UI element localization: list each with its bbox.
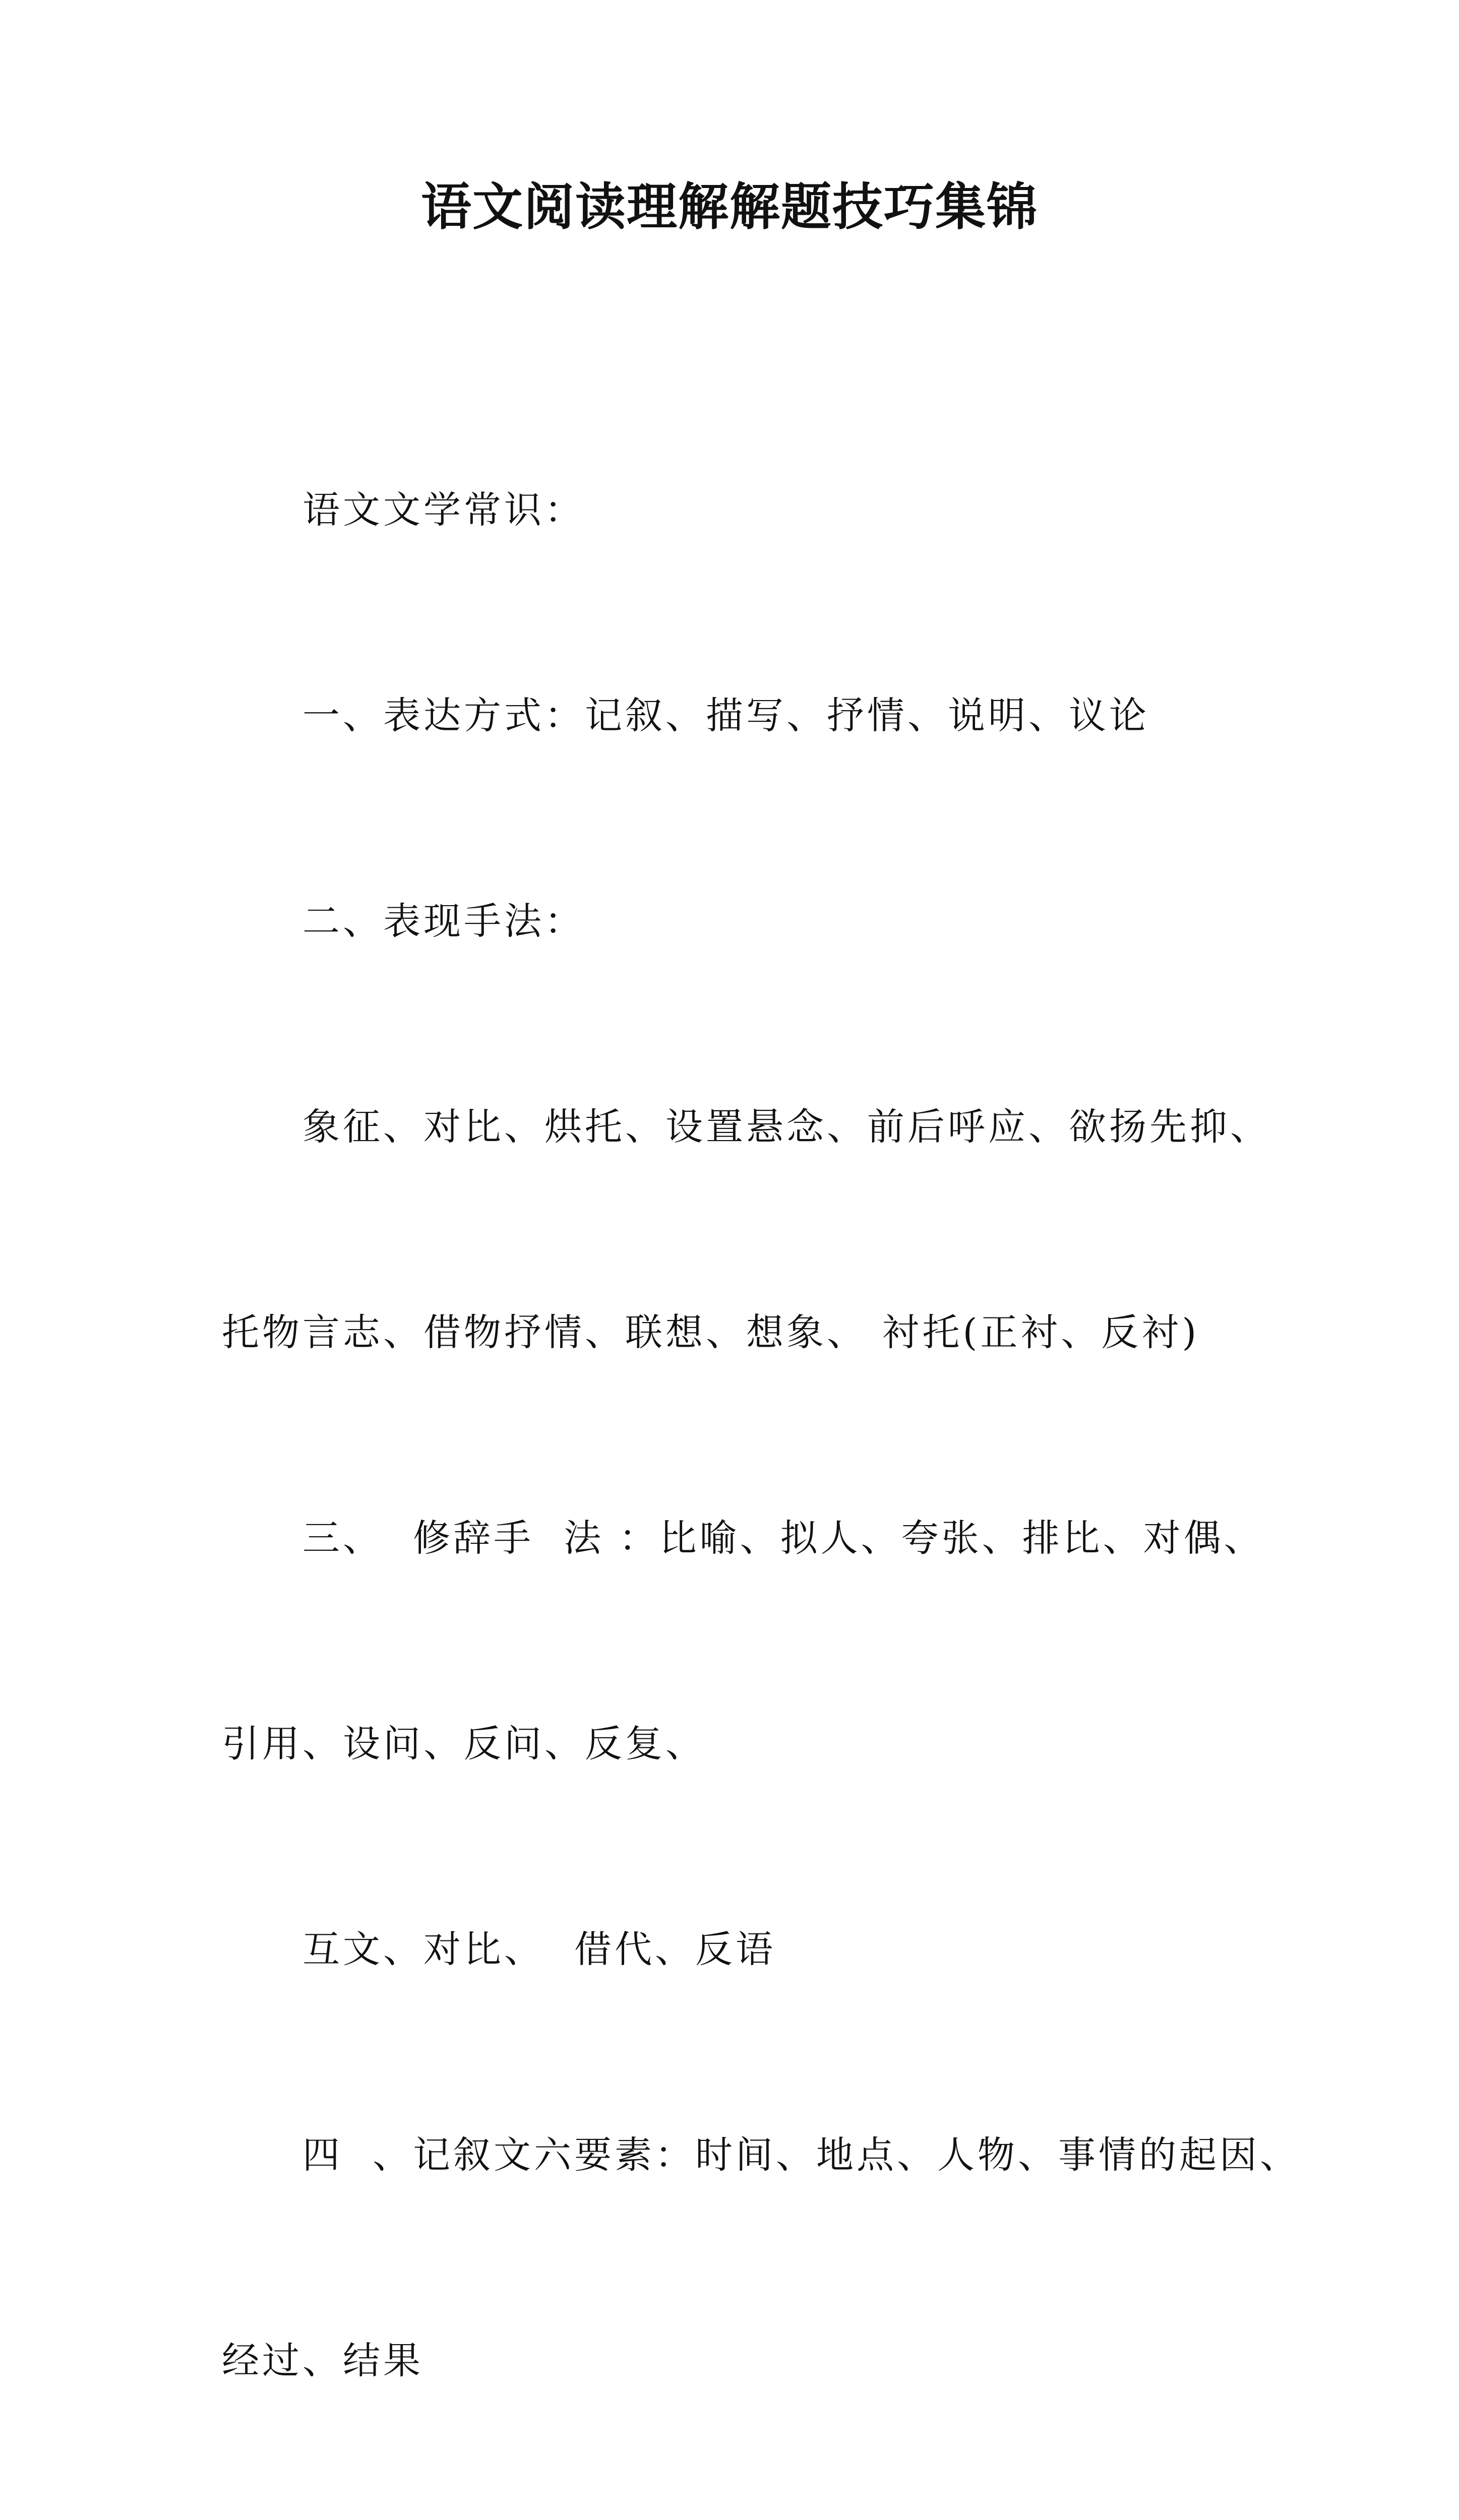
paragraph-line: 互文、对比、 借代、反语 xyxy=(302,1928,776,1971)
paragraph-line: 一、表达方式：记叙、描写、抒情、说明、议论 xyxy=(302,694,1149,737)
document-title: 语文阅读理解解题技巧集锦 xyxy=(421,177,1038,236)
paragraph-line: 象征、对比、烘托、设置悬念、前后呼应、欲扬先抑、 xyxy=(302,1105,1270,1149)
paragraph-line: 引用、设问、反问、反复、 xyxy=(222,1722,706,1766)
paragraph-line: 托物言志、借物抒情、联想、想象、 衬托(正衬、反衬) xyxy=(222,1311,1200,1354)
paragraph-line: 四 、记叙文六要素：时间、地点、人物、事情的起因、 xyxy=(302,2133,1301,2177)
document-body xyxy=(222,339,1301,2520)
paragraph-line: 语文文学常识： xyxy=(302,488,585,532)
paragraph-line: 经过、结果 xyxy=(222,2339,423,2382)
paragraph-line: 二、表现手法： xyxy=(302,900,585,943)
paragraph-line: 三、 修辞手 法 ：比喻、拟人、夸张、排比、对偶、 xyxy=(302,1517,1264,1560)
